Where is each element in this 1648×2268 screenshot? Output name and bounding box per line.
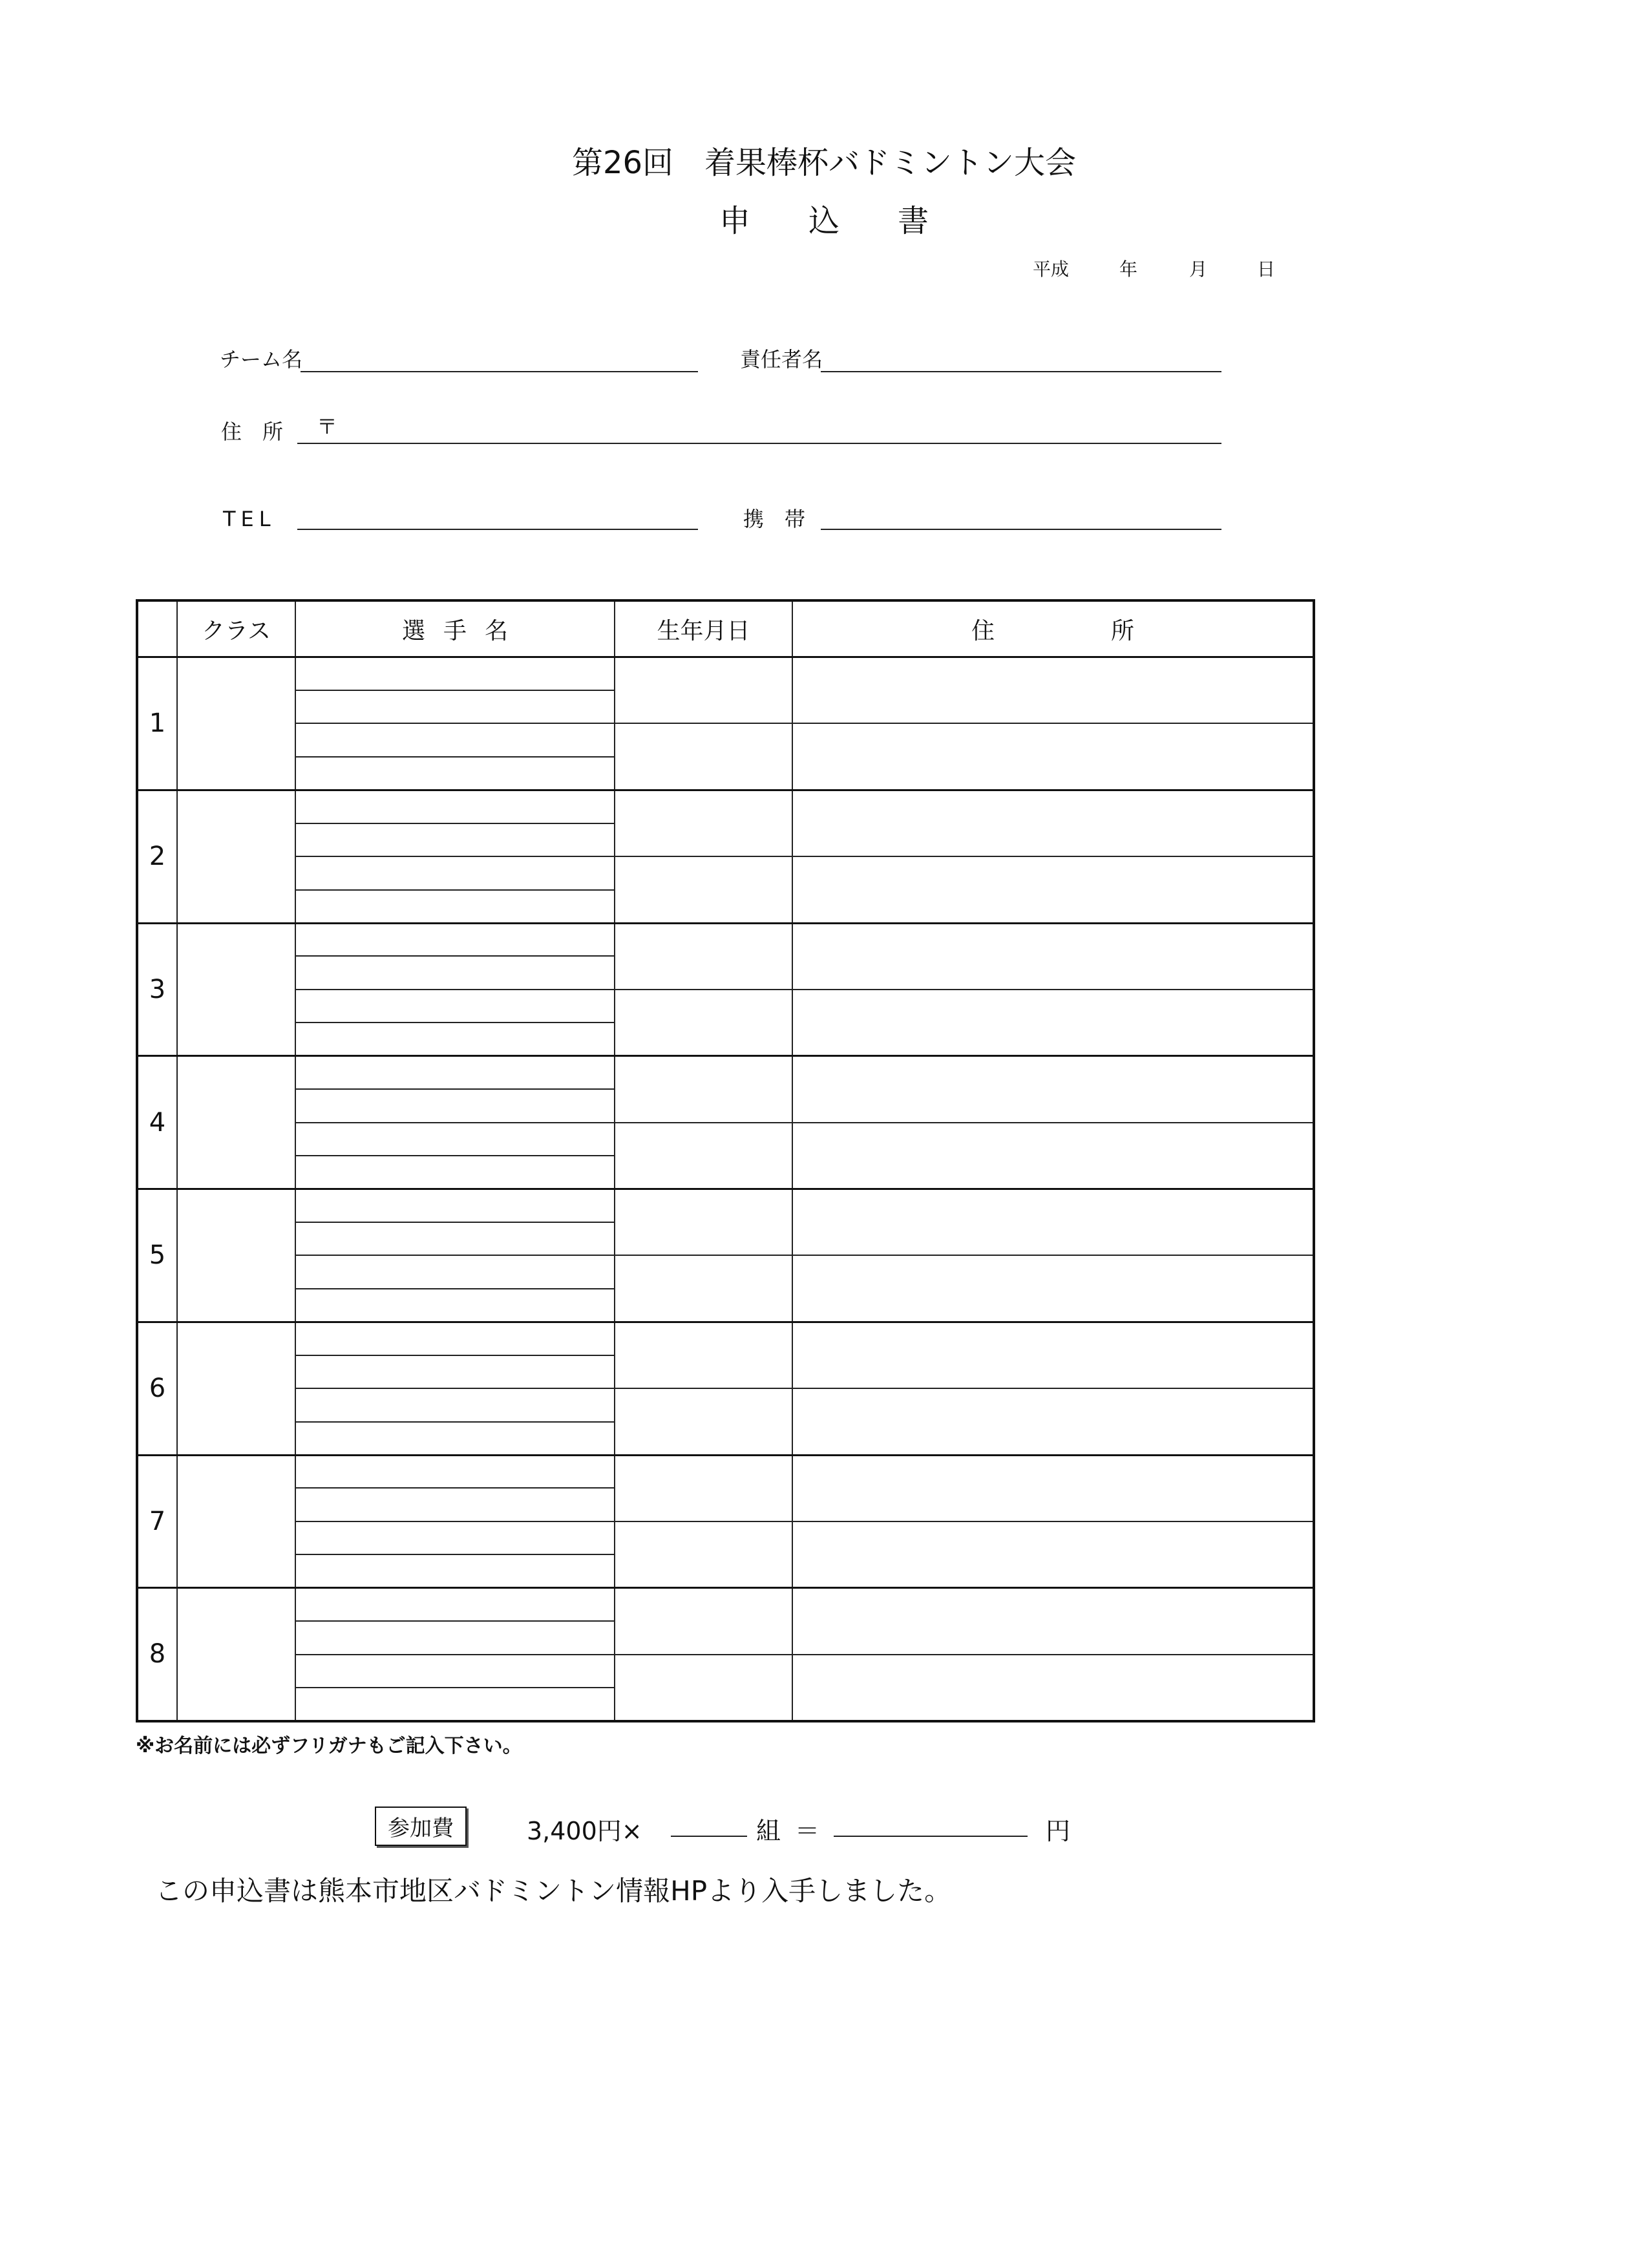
player-name-cell[interactable] [295,1023,615,1055]
row-number: 2 [137,790,177,923]
player-name-cell[interactable] [295,1621,615,1654]
birthdate-cell[interactable] [615,856,792,923]
table-row [137,723,1314,756]
table-header-row [137,600,1314,657]
player-name-cell[interactable] [295,1655,615,1688]
table-row [137,657,1314,690]
table-row [137,923,1314,956]
player-name-cell[interactable] [295,1554,615,1587]
table-row [137,1189,1314,1222]
address-label: 住 所 [221,419,284,444]
player-name-cell[interactable] [295,1222,615,1255]
table-row [137,1322,1314,1355]
birthdate-cell[interactable] [615,1322,792,1388]
address-cell[interactable] [792,990,1314,1056]
fee-currency: 円 [1046,1817,1071,1845]
group-count-field[interactable] [671,1836,747,1837]
player-name-cell[interactable] [295,1355,615,1388]
table-row [137,1655,1314,1688]
birthdate-cell[interactable] [615,1123,792,1189]
player-name-cell[interactable] [295,1422,615,1455]
player-name-cell[interactable] [295,1322,615,1355]
player-name-cell[interactable] [295,1189,615,1222]
form-subtitle: 申込書 [719,203,987,239]
date-era: 平成 [1033,259,1070,280]
player-name-cell[interactable] [295,1255,615,1288]
team-name-label: チーム名 [220,347,303,372]
table-row [137,1588,1314,1621]
date-month: 月 [1189,259,1208,280]
address-cell[interactable] [792,1056,1314,1123]
address-cell[interactable] [792,856,1314,923]
player-name-cell[interactable] [295,1521,615,1554]
entry-table [136,599,1315,1722]
player-name-cell[interactable] [295,1156,615,1189]
class-cell[interactable] [177,657,295,790]
address-cell[interactable] [792,1388,1314,1455]
address-cell[interactable] [792,1322,1314,1388]
class-cell[interactable] [177,1322,295,1455]
row-number: 3 [137,923,177,1056]
player-name-cell[interactable] [295,1089,615,1122]
address-cell[interactable] [792,1189,1314,1256]
table-row [137,1056,1314,1089]
address-cell[interactable] [792,1123,1314,1189]
class-cell[interactable] [177,1189,295,1322]
class-cell[interactable] [177,1588,295,1721]
player-name-cell[interactable] [295,1123,615,1156]
row-number: 5 [137,1189,177,1322]
birthdate-cell[interactable] [615,723,792,790]
form-title: 第26回 着果棒杯バドミントン大会 [571,145,1077,181]
postal-mark: 〒 [317,414,338,439]
player-name-cell[interactable] [295,1455,615,1488]
birthdate-cell[interactable] [615,990,792,1056]
mobile-label: 携 帯 [743,507,806,531]
class-cell[interactable] [177,1455,295,1588]
fee-total-field[interactable] [834,1836,1028,1837]
player-name-cell[interactable] [295,723,615,756]
player-name-cell[interactable] [295,1588,615,1621]
class-cell[interactable] [177,923,295,1056]
table-row [137,1123,1314,1156]
player-name-cell[interactable] [295,790,615,823]
birthdate-cell[interactable] [615,923,792,990]
table-row [137,1521,1314,1554]
table-row [137,1388,1314,1421]
manager-name-field[interactable] [821,371,1221,372]
birthdate-cell[interactable] [615,1255,792,1322]
table-row [137,790,1314,823]
table-row [137,1255,1314,1288]
player-name-cell[interactable] [295,890,615,923]
tel-label: TEL [223,507,276,531]
table-row [137,990,1314,1023]
address-field[interactable] [297,443,1221,444]
row-number: 1 [137,657,177,790]
header-class: クラス [177,600,295,657]
player-name-cell[interactable] [295,923,615,956]
row-number: 4 [137,1056,177,1189]
team-name-field[interactable] [301,371,698,372]
fee-label-box: 参加費 [375,1807,467,1846]
address-cell[interactable] [792,790,1314,856]
birthdate-cell[interactable] [615,1056,792,1123]
player-name-cell[interactable] [295,856,615,889]
fee-unit: 組 [756,1817,781,1845]
fee-equals: ＝ [795,1817,820,1845]
birthdate-cell[interactable] [615,1655,792,1721]
player-name-cell[interactable] [295,1688,615,1721]
row-number: 8 [137,1588,177,1721]
class-cell[interactable] [177,790,295,923]
table-row [137,1455,1314,1488]
mobile-field[interactable] [821,529,1221,530]
date-day: 日 [1257,259,1276,280]
address-cell[interactable] [792,1588,1314,1655]
address-cell[interactable] [792,657,1314,724]
birthdate-cell[interactable] [615,1588,792,1655]
birthdate-cell[interactable] [615,790,792,856]
furigana-note: ※お名前には必ずフリガナもご記入下さい。 [136,1735,522,1757]
header-address: 住所 [792,600,1314,657]
row-number: 7 [137,1455,177,1588]
address-cell[interactable] [792,1255,1314,1322]
player-name-cell[interactable] [295,657,615,690]
address-cell[interactable] [792,1455,1314,1521]
player-name-cell[interactable] [295,1388,615,1421]
birthdate-cell[interactable] [615,1189,792,1256]
row-number: 6 [137,1322,177,1455]
fee-price: 3,400円× [527,1817,642,1845]
address-cell[interactable] [792,1521,1314,1588]
address-cell[interactable] [792,723,1314,790]
header-player-name: 選手名 [295,600,615,657]
address-cell[interactable] [792,923,1314,990]
birthdate-cell[interactable] [615,657,792,724]
player-name-cell[interactable] [295,1488,615,1521]
address-cell[interactable] [792,1655,1314,1721]
player-name-cell[interactable] [295,690,615,723]
birthdate-cell[interactable] [615,1521,792,1588]
tel-field[interactable] [297,529,698,530]
player-name-cell[interactable] [295,1289,615,1322]
player-name-cell[interactable] [295,990,615,1023]
date-year: 年 [1119,259,1138,280]
player-name-cell[interactable] [295,823,615,856]
source-footer: この申込書は熊本市地区バドミントン情報HPより入手しました。 [155,1875,952,1907]
player-name-cell[interactable] [295,1056,615,1089]
player-name-cell[interactable] [295,757,615,790]
class-cell[interactable] [177,1056,295,1189]
manager-name-label: 責任者名 [740,347,823,372]
birthdate-cell[interactable] [615,1388,792,1455]
birthdate-cell[interactable] [615,1455,792,1521]
header-birthdate: 生年月日 [615,600,792,657]
player-name-cell[interactable] [295,956,615,989]
table-row [137,856,1314,889]
